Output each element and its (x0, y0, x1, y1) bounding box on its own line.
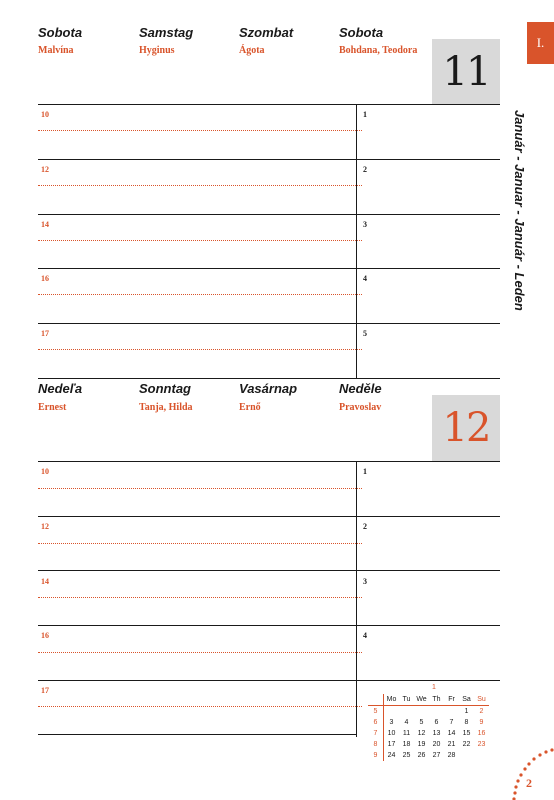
day-name-sk: Sobota (38, 25, 83, 40)
divider (38, 378, 500, 379)
calendar-day (429, 706, 444, 718)
weekday-header: Mo (384, 694, 400, 706)
week-number: 8 (373, 741, 378, 748)
divider (38, 461, 500, 462)
calendar-day: 22 (462, 741, 471, 748)
column-divider (356, 461, 357, 737)
nameday-sk: Ernest (38, 402, 67, 413)
calendar-day: 24 (384, 750, 400, 761)
write-line[interactable] (38, 652, 362, 653)
task-number: 4 (363, 631, 367, 640)
write-line[interactable] (38, 349, 362, 350)
calendar-day (399, 706, 414, 718)
divider (38, 734, 356, 735)
calendar-day: 5 (419, 719, 424, 726)
task-number: 2 (363, 522, 367, 531)
divider (38, 214, 500, 215)
divider (38, 625, 500, 626)
nameday-de: Hyginus (139, 45, 175, 56)
weekday-header: Fr (448, 696, 455, 703)
mini-calendar-week (368, 706, 489, 718)
day-name-sk: Nedeľa (38, 381, 83, 396)
hour-label: 17 (41, 686, 49, 695)
calendar-day: 16 (477, 730, 486, 737)
week-number: 7 (373, 730, 378, 737)
write-line[interactable] (38, 294, 362, 295)
mini-calendar-week (368, 739, 489, 750)
divider (38, 159, 500, 160)
calendar-day: 9 (479, 719, 484, 726)
week-number: 6 (373, 719, 378, 726)
column-divider (356, 104, 357, 378)
calendar-day: 21 (447, 741, 456, 748)
week-number: 5 (373, 708, 378, 715)
weekday-header: Su (477, 696, 486, 703)
calendar-day: 11 (402, 730, 411, 737)
task-number: 4 (363, 274, 367, 283)
dotted-arc-ornament (494, 742, 554, 800)
calendar-day: 26 (417, 752, 426, 759)
calendar-day: 3 (384, 717, 400, 728)
write-line[interactable] (38, 488, 362, 489)
page-number: 2 (526, 776, 532, 790)
calendar-day: 1 (464, 708, 469, 715)
calendar-day: 23 (477, 741, 486, 748)
calendar-day: 10 (384, 728, 400, 739)
nameday-hu: Ágota (239, 45, 265, 56)
day-name-de: Samstag (139, 25, 194, 40)
mini-calendar-header-row (368, 694, 489, 706)
write-line[interactable] (38, 240, 362, 241)
calendar-day: 2 (479, 708, 484, 715)
mini-calendar-week (368, 750, 489, 761)
weekday-header: Tu (402, 696, 411, 703)
write-line[interactable] (38, 130, 362, 131)
weekday-header: We (416, 696, 427, 703)
calendar-day: 20 (432, 741, 441, 748)
divider (38, 104, 500, 105)
nameday-de: Tanja, Hilda (139, 402, 193, 413)
mini-calendar-week (368, 717, 489, 728)
calendar-day: 18 (402, 741, 411, 748)
task-number: 3 (363, 220, 367, 229)
calendar-day: 19 (417, 741, 426, 748)
calendar-day: 13 (432, 730, 441, 737)
calendar-day: 25 (402, 752, 411, 759)
side-month-label-wrap (511, 110, 527, 380)
nameday-hu: Ernő (239, 402, 261, 413)
divider (38, 570, 500, 571)
task-number: 1 (363, 110, 367, 119)
day-name-cz: Sobota (339, 25, 384, 40)
day-name-de: Sonntag (139, 381, 191, 396)
hour-label: 14 (41, 577, 49, 586)
calendar-day (444, 706, 459, 718)
write-line[interactable] (38, 706, 362, 707)
hour-label: 12 (41, 165, 49, 174)
calendar-day: 14 (447, 730, 456, 737)
weekday-header: Th (432, 696, 441, 703)
hour-label: 12 (41, 522, 49, 531)
mini-calendar-grid (368, 694, 489, 761)
calendar-day: 4 (404, 719, 409, 726)
weekday-header: Sa (462, 696, 471, 703)
divider (38, 680, 500, 681)
mini-calendar-week (368, 728, 489, 739)
calendar-day: 12 (417, 730, 426, 737)
divider (38, 323, 500, 324)
hour-label: 17 (41, 329, 49, 338)
calendar-day: 17 (384, 739, 400, 750)
day-name-hu: Vasárnap (239, 381, 298, 396)
calendar-day (459, 750, 474, 761)
calendar-day (384, 706, 400, 718)
calendar-day: 7 (449, 719, 454, 726)
side-month-label: Január - Januar - Január - Leden (512, 110, 527, 311)
hour-label: 16 (41, 631, 49, 640)
nameday-cz: Pravoslav (339, 402, 382, 413)
nameday-cz: Bohdana, Teodora (339, 45, 418, 56)
day-name-cz: Neděle (339, 381, 382, 396)
calendar-day: 27 (432, 752, 441, 759)
hour-label: 10 (41, 467, 49, 476)
calendar-day (414, 706, 429, 718)
divider (38, 516, 500, 517)
write-line[interactable] (38, 543, 362, 544)
hour-label: 10 (41, 110, 49, 119)
calendar-day (474, 750, 489, 761)
task-number: 1 (363, 467, 367, 476)
hour-label: 14 (41, 220, 49, 229)
month-tab[interactable]: I. (527, 22, 554, 64)
nameday-sk: Malvína (38, 45, 74, 56)
calendar-day: 15 (462, 730, 471, 737)
week-number: 9 (373, 752, 378, 759)
day-name-hu: Szombat (239, 25, 294, 40)
day-number: 11 (432, 39, 500, 105)
divider (38, 268, 500, 269)
calendar-day: 28 (447, 752, 456, 759)
task-number: 2 (363, 165, 367, 174)
task-number: 5 (363, 329, 367, 338)
hour-label: 16 (41, 274, 49, 283)
write-line[interactable] (38, 185, 362, 186)
mini-calendar-month: 1 (432, 684, 436, 691)
task-number: 3 (363, 577, 367, 586)
calendar-day: 6 (434, 719, 439, 726)
calendar-day: 8 (464, 719, 469, 726)
write-line[interactable] (38, 597, 362, 598)
day-number: 12 (432, 395, 500, 461)
